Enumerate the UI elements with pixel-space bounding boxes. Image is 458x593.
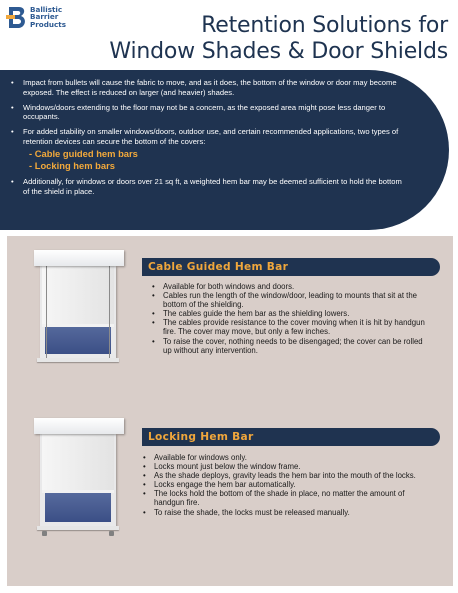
intro-bullet-options — [8, 127, 408, 171]
cable-section-header — [142, 258, 440, 276]
list-item: • Locks mount just below the window frame. — [142, 462, 432, 471]
list-item: • The locks hold the bottom of the shade in place, no matter the amount of handgun fire. — [142, 489, 432, 507]
retention-options-list — [23, 148, 408, 172]
intro-bullet-text: For added stability on smaller windows/doors, outdoor use, and certain recommended applications, two types of retention devices can secure the bottom of the covers: — [23, 127, 399, 146]
list-item: • Locks engage the hem bar automatically. — [142, 480, 432, 489]
guide-cable-left — [46, 266, 47, 359]
brand-line-3: Products — [30, 19, 66, 29]
page-title — [109, 13, 448, 65]
window-sill — [37, 526, 119, 530]
shade-fabric — [42, 266, 114, 327]
hem-bar-lock-left — [42, 531, 47, 536]
option-cable-guided: - Cable guided hem bars — [29, 147, 138, 159]
intro-list — [8, 78, 408, 202]
guide-cable-right — [109, 266, 110, 359]
list-item: • The cables guide the hem bar as the shielding lowers. — [151, 309, 433, 318]
list-item: • To raise the shade, the locks must be released manually. — [142, 508, 432, 517]
title-line-1: Retention Solutions for — [201, 13, 448, 38]
option-locking: - Locking hem bars — [29, 159, 115, 171]
shade-fabric — [42, 434, 114, 493]
lock-section-header — [142, 428, 440, 446]
list-item: • Available for both windows and doors. — [151, 282, 433, 291]
shade-cassette — [34, 418, 124, 434]
lock-section-title: Locking Hem Bar — [148, 431, 254, 443]
intro-bullet: • Impact from bullets will cause the fabric to move, and as it does, the bottom of the window or door may become exposed. The effect is reduced on larger (and heavier) shades. — [8, 78, 408, 97]
brand-line-1: Ballistic — [30, 5, 63, 14]
brand-name — [30, 6, 66, 28]
locking-window-illustration — [34, 418, 126, 548]
list-item: • To raise the cover, nothing needs to be disengaged; the cover can be rolled up without any intervention. — [151, 337, 433, 355]
hem-bar-lock-right — [109, 531, 114, 536]
intro-bullet: • Windows/doors extending to the floor may not be a concern, as the exposed area might pose less danger to occupants. — [8, 103, 408, 122]
cable-section-list — [151, 282, 433, 355]
list-item: • Available for windows only. — [142, 453, 432, 462]
cable-guided-window-illustration — [34, 250, 126, 365]
list-item: • The cables provide resistance to the cover moving when it is hit by handgun fire. The cover may move, but only a few inches. — [151, 318, 433, 336]
list-item: • Cables run the length of the window/door, leading to mounts that sit at the bottom of the shielding. — [151, 291, 433, 309]
cable-section-title: Cable Guided Hem Bar — [148, 261, 289, 273]
window-sill — [37, 358, 119, 362]
logo-mark-icon — [6, 5, 30, 31]
brand-logo — [6, 5, 96, 31]
brand-line-2: Barrier — [30, 12, 59, 22]
list-item: • As the shade deploys, gravity leads the hem bar into the mouth of the locks. — [142, 471, 432, 480]
title-line-2: Window Shades & Door Shields — [109, 39, 448, 64]
intro-bullet: • Additionally, for windows or doors over 21 sq ft, a weighted hem bar may be deemed sufficient to hold the bottom of the shield in place. — [8, 177, 408, 196]
shade-cassette — [34, 250, 124, 266]
lock-section-list — [142, 453, 432, 517]
